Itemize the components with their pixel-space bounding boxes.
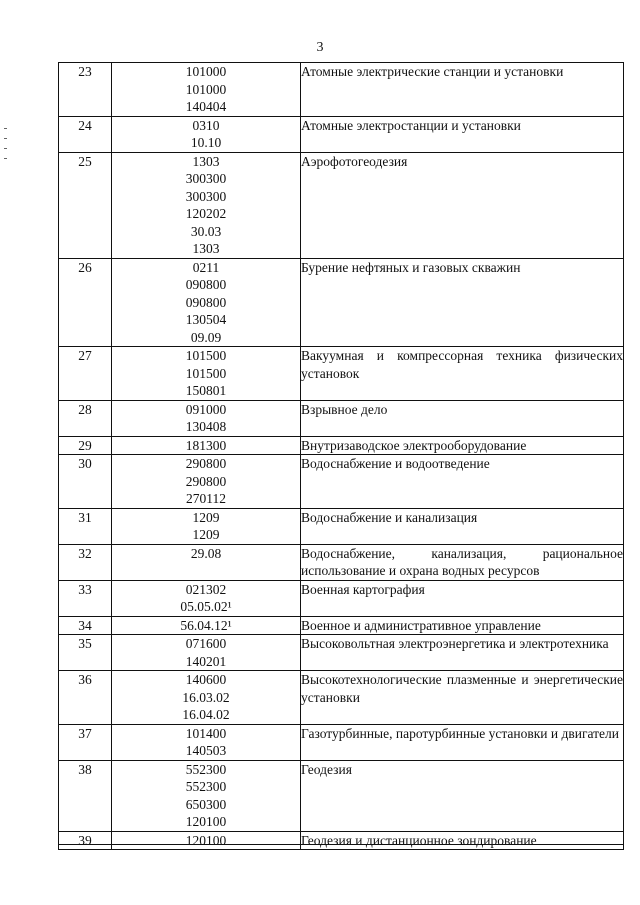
specialty-code: 101500 — [185, 365, 227, 381]
specialty-name: Вакуумная и компрессорная техника физических установок — [301, 347, 624, 401]
row-number: 39 — [59, 831, 112, 850]
specialty-code: 10.10 — [190, 135, 222, 150]
specialty-code: 0310 — [192, 117, 220, 133]
specialty-code: 0211 — [192, 259, 220, 275]
specialty-codes — [112, 152, 301, 258]
table-row — [59, 831, 624, 850]
specialty-code: 140201 — [185, 653, 227, 669]
row-number: 34 — [59, 616, 112, 635]
specialty-code: 290800 — [185, 473, 227, 489]
specialty-code: 1303 — [192, 241, 220, 256]
specialty-name: Военное и административное управление — [301, 616, 624, 635]
specialty-codes — [112, 63, 301, 117]
specialty-code: 091000 — [185, 401, 227, 417]
specialty-codes — [112, 616, 301, 635]
specialty-code: 16.04.02 — [182, 707, 230, 722]
table-row — [59, 400, 624, 436]
row-number: 37 — [59, 724, 112, 760]
table-body — [59, 63, 624, 850]
table-row — [59, 63, 624, 117]
row-number: 24 — [59, 116, 112, 152]
row-number: 23 — [59, 63, 112, 117]
specialty-name: Высоковольтная электроэнергетика и электротехника — [301, 635, 624, 671]
specialty-codes — [112, 508, 301, 544]
specialty-codes — [112, 831, 301, 850]
row-number: 36 — [59, 671, 112, 725]
specialty-code: 552300 — [185, 761, 227, 777]
margin-mark — [4, 158, 7, 159]
specialty-name: Высокотехнологические плазменные и энергетические установки — [301, 671, 624, 725]
specialty-codes — [112, 258, 301, 347]
specialty-code: 1303 — [192, 153, 220, 169]
specialty-codes — [112, 400, 301, 436]
specialty-code: 120202 — [185, 206, 227, 221]
specialty-codes — [112, 580, 301, 616]
specialty-name: Геодезия и дистанционное зондирование — [301, 831, 624, 850]
specialty-name: Бурение нефтяных и газовых скважин — [301, 258, 624, 347]
specialty-code: 071600 — [185, 636, 227, 651]
specialty-codes-table — [58, 62, 624, 850]
specialty-codes — [112, 724, 301, 760]
page-bottom-rule — [58, 844, 624, 845]
specialty-code: 090800 — [185, 277, 227, 292]
specialty-codes — [112, 455, 301, 509]
margin-mark — [4, 138, 7, 139]
row-number: 35 — [59, 635, 112, 671]
table-row — [59, 671, 624, 725]
specialty-codes — [112, 116, 301, 152]
specialty-code: 1209 — [192, 509, 220, 525]
specialty-code: 29.08 — [190, 545, 222, 561]
table-row — [59, 347, 624, 401]
specialty-code: 181300 — [185, 437, 227, 453]
row-number: 29 — [59, 436, 112, 455]
specialty-name: Водоснабжение, канализация, рациональное использование и охрана водных ресурсов — [301, 545, 623, 578]
row-number: 30 — [59, 455, 112, 509]
table-row — [59, 760, 624, 831]
row-number: 38 — [59, 760, 112, 831]
specialty-name: Водоснабжение и канализация — [301, 508, 624, 544]
specialty-name: Газотурбинные, паротурбинные установки и двигатели — [301, 724, 624, 760]
specialty-name: Атомные электростанции и установки — [301, 116, 624, 152]
row-number: 26 — [59, 258, 112, 347]
specialty-code: 090800 — [185, 294, 227, 310]
row-number: 28 — [59, 400, 112, 436]
table-row — [59, 616, 624, 635]
row-number: 31 — [59, 508, 112, 544]
table-row — [59, 116, 624, 152]
table-row — [59, 258, 624, 347]
table-row — [59, 455, 624, 509]
specialty-code: 130408 — [185, 419, 227, 434]
page-number: 3 — [316, 40, 324, 55]
row-number: 33 — [59, 580, 112, 616]
specialty-code: 552300 — [185, 779, 227, 794]
specialty-name: Аэрофотогеодезия — [301, 152, 624, 258]
specialty-code: 101400 — [185, 725, 227, 741]
table-row — [59, 436, 624, 455]
specialty-code: 05.05.02¹ — [180, 599, 232, 614]
specialty-code: 300300 — [185, 171, 227, 186]
specialty-code: 09.09 — [190, 329, 222, 345]
specialty-code: 101000 — [185, 64, 227, 79]
specialty-code: 270112 — [186, 491, 226, 506]
specialty-code: 1209 — [192, 527, 220, 542]
specialty-name: Геодезия — [301, 760, 624, 831]
specialty-codes — [112, 347, 301, 401]
specialty-name: Взрывное дело — [301, 400, 624, 436]
specialty-codes — [112, 671, 301, 725]
specialty-code: 16.03.02 — [182, 689, 230, 705]
specialty-code: 120100 — [185, 814, 227, 829]
row-number: 25 — [59, 152, 112, 258]
specialty-code: 101000 — [185, 81, 227, 97]
table-row — [59, 544, 624, 580]
specialty-name: Внутризаводское электрооборудование — [301, 436, 624, 455]
table-row — [59, 152, 624, 258]
specialty-codes — [112, 760, 301, 831]
specialty-code: 120100 — [185, 832, 227, 848]
specialty-code: 290800 — [185, 456, 227, 471]
specialty-name: Военная картография — [301, 580, 624, 616]
margin-mark — [4, 148, 7, 149]
table-row — [59, 724, 624, 760]
specialty-code: 140404 — [185, 99, 227, 114]
table-row — [59, 508, 624, 544]
row-number: 32 — [59, 544, 112, 580]
specialty-code: 021302 — [185, 581, 227, 597]
specialty-code: 300300 — [185, 188, 227, 204]
specialty-code: 130504 — [185, 312, 227, 327]
specialty-code: 101500 — [185, 348, 227, 363]
table-row — [59, 580, 624, 616]
table-row — [59, 635, 624, 671]
specialty-name: Атомные электрические станции и установки — [301, 63, 624, 117]
specialty-code: 56.04.12¹ — [180, 617, 232, 633]
specialty-codes — [112, 436, 301, 455]
specialty-codes — [112, 635, 301, 671]
specialty-code: 150801 — [185, 383, 227, 398]
specialty-code: 140503 — [185, 743, 227, 758]
row-number: 27 — [59, 347, 112, 401]
margin-mark — [4, 128, 7, 129]
specialty-name: Водоснабжение и водоотведение — [301, 455, 624, 509]
specialty-codes — [112, 544, 301, 580]
specialty-code: 30.03 — [190, 223, 222, 239]
specialty-code: 650300 — [185, 796, 227, 812]
specialty-code: 140600 — [185, 672, 227, 687]
